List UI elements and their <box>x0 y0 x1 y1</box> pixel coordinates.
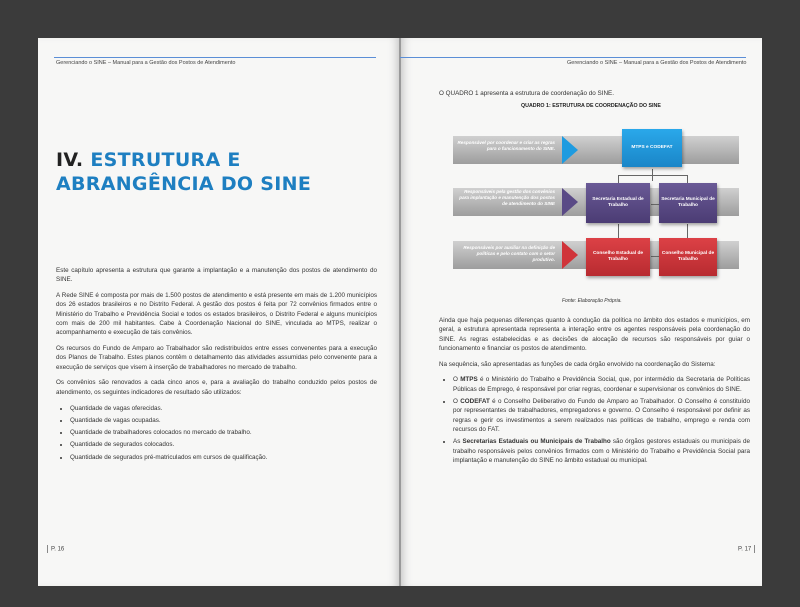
connector-line <box>651 204 659 205</box>
box-conselho-municipal: Conselho Municipal de Trabalho <box>659 238 717 276</box>
right-running-title: Gerenciando o SINE – Manual para a Gestão dos Postos de Atendimento <box>567 60 747 66</box>
row-label-1: Responsável por coordenar e criar as regras para o funcionamento do SINE. <box>457 140 555 151</box>
box-conselho-estadual: Conselho Estadual de Trabalho <box>586 238 650 276</box>
arrow-red-icon <box>562 241 578 269</box>
page-number: P. 17 <box>738 546 752 553</box>
diagram-title: QUADRO 1: ESTRUTURA DE COORDENAÇÃO DO SINE <box>521 103 661 109</box>
row-label-3: Responsáveis por auxiliar na definição de políticas e pelo contato com o setor produtivo. <box>463 245 555 262</box>
connector-line <box>687 175 688 183</box>
list-item: • Quantidade de vagas oferecidas. <box>70 404 377 413</box>
list-item: • Quantidade de segurados pré-matriculados em cursos de qualificação. <box>70 453 377 462</box>
arrow-purple-icon <box>562 188 578 216</box>
left-header-rule <box>54 57 376 58</box>
page-number: P. 16 <box>51 546 65 553</box>
box-secretaria-municipal: Secretaria Municipal de Trabalho <box>659 183 717 223</box>
connector-line <box>687 224 688 238</box>
connector-line <box>651 256 659 257</box>
list-item: • O CODEFAT é o Conselho Deliberativo do Fundo de Amparo ao Trabalhador. O Conselho é constituído por representantes de trabalhadores, empregadores e governo. O Conselho é responsável por definir as regras e gerir os investimentos a serem realizados nas políticas de trabalho, emprego e renda com recursos do FAT. <box>453 397 750 434</box>
paragraph: Este capítulo apresenta a estrutura que garante a implantação e a manutenção dos postos de atendimento do SINE. <box>56 267 377 284</box>
paragraph: Ainda que haja pequenas diferenças quanto à condução da política no âmbito dos estados e municípios, em geral, a estrutura apresentada representa a interação entre os agentes responsáveis pela coordenação do SINE. As regras estabelecidas e as decisões de alocação de recursos são responsáveis por guiar o funcionamento e financiar os postos de atendimento. <box>439 317 750 352</box>
right-page <box>400 38 762 586</box>
left-body-text <box>56 266 377 465</box>
paragraph: Na sequência, são apresentadas as funções de cada órgão envolvido na coordenação do Sistema: <box>439 360 716 368</box>
left-folio <box>44 545 64 553</box>
role-list <box>439 375 750 465</box>
box-mtps-codefat: MTPS e CODEFAT <box>622 129 682 167</box>
paragraph: O QUADRO 1 apresenta a estrutura de coordenação do SINE. <box>439 90 615 97</box>
list-item: • Quantidade de vagas ocupadas. <box>70 416 377 425</box>
indicator-list <box>56 404 377 462</box>
list-item: • O MTPS é o Ministério do Trabalho e Previdência Social, que, por intermédio da Secretaria de Políticas Públicas de Emprego, é responsável por criar regras, coordenar e supervisionar os convênios do SINE. <box>453 375 750 394</box>
box-secretaria-estadual: Secretaria Estadual de Trabalho <box>586 183 650 223</box>
connector-line <box>618 175 688 176</box>
list-item: • Quantidade de trabalhadores colocados no mercado de trabalho. <box>70 428 377 437</box>
list-item: • As Secretarias Estaduais ou Municipais de Trabalho são órgãos gestores estaduais ou municipais de trabalho responsáveis pelos convênios firmados com o Ministério do Trabalho e Previdência Social para implantação e manutenção do SINE no âmbito estadual ou municipal. <box>453 437 750 465</box>
right-folio <box>738 545 758 553</box>
list-item: • Quantidade de segurados colocados. <box>70 440 377 449</box>
connector-line <box>618 175 619 183</box>
left-running-title: Gerenciando o SINE – Manual para a Gestão dos Postos de Atendimento <box>56 60 236 66</box>
book-gutter <box>399 38 401 586</box>
arrow-blue-icon <box>562 136 578 164</box>
chapter-title-line2: ABRANGÊNCIA DO SINE <box>56 173 312 195</box>
chapter-title-line1: ESTRUTURA E <box>90 149 241 171</box>
row-label-2: Responsáveis pela gestão dos convênios para implantação e manutenção dos postos de atendimento do SINE <box>459 189 555 206</box>
paragraph: Os convênios são renovados a cada cinco anos e, para a avaliação do trabalho conduzido pelos postos de atendimento, os seguintes indicadores de resultado são utilizados: <box>56 379 377 396</box>
chapter-number: IV. <box>56 149 84 171</box>
right-body-text <box>439 316 750 468</box>
chapter-heading <box>56 148 311 196</box>
connector-line <box>618 224 619 238</box>
paragraph: Os recursos do Fundo de Amparo ao Trabalhador são redistribuídos entre esses convenentes para a execução dos Planos de Trabalho. Estes planos contêm o detalhamento das atividades assumidas pelo convenente para a execução de serviços que visem à inserção de trabalhadores no mercado de trabalho. <box>56 345 377 371</box>
paragraph: A Rede SINE é composta por mais de 1.500 postos de atendimento e está presente em mais de 1.200 municípios dos 26 estados brasileiros e no Distrito Federal. A gestão dos postos é feita por 72 convênios firmados entre o Ministério do Trabalho e Previdência Social e todos os estados brasileiros, o Distrito Federal e alguns municípios com mais de 200 mil habitantes. Cabe à Coordenação Nacional do SINE, vinculada ao MTPS, realizar o acompanhamento e execução de tais convênios. <box>56 292 377 337</box>
diagram-source: Fonte: Elaboração Própria. <box>562 298 622 304</box>
right-header-rule <box>400 57 746 58</box>
